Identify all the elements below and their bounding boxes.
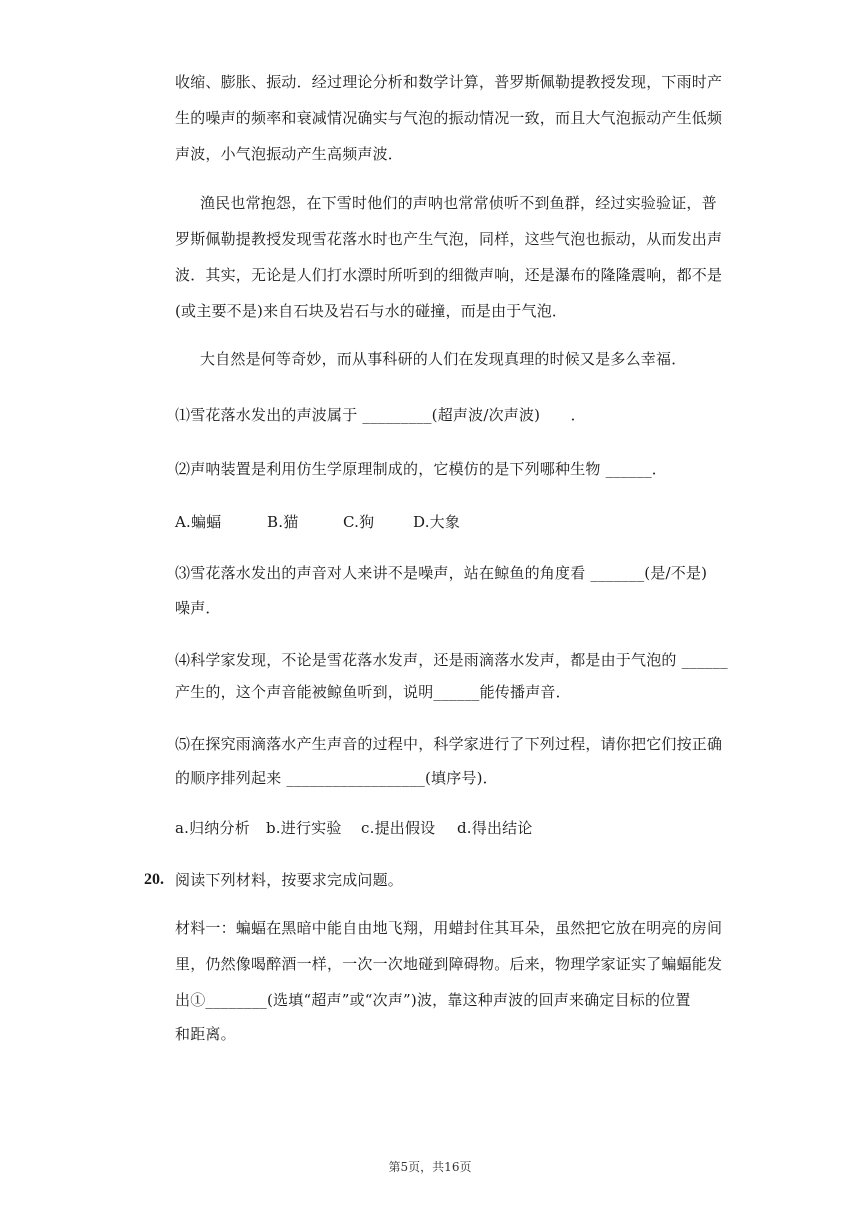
question-5: 的顺序排列起来 __________________(填序号)． bbox=[175, 769, 498, 787]
article-line: 渔民也常抱怨，在下雪时他们的声呐也常常侦听不到鱼群，经过实验验证，普 bbox=[200, 194, 717, 212]
page-footer: 第5页，共16页 bbox=[388, 1160, 472, 1174]
option-c: C.狗 bbox=[343, 513, 375, 531]
question-1: ⑴雪花落水发出的声波属于 _________(超声波/次声波) ． bbox=[175, 406, 586, 424]
material-line: 材料一：蝙蝠在黑暗中能自由地飞翔，用蜡封住其耳朵，虽然把它放在明亮的房间 bbox=[175, 919, 723, 937]
option-b: B.猫 bbox=[267, 513, 299, 531]
article-line: 声波，小气泡振动产生高频声波． bbox=[175, 145, 404, 163]
material-line: 里，仍然像喝醉酒一样，一次一次地碰到障碍物。后来，物理学家证实了蝙蝠能发 bbox=[175, 955, 723, 973]
option-d: d.得出结论 bbox=[457, 819, 533, 837]
article-line: 罗斯佩勒提教授发现雪花落水时也产生气泡，同样，这些气泡也振动，从而发出声 bbox=[175, 230, 723, 248]
material-line: 和距离。 bbox=[175, 1025, 236, 1043]
question-2: ⑵声呐装置是利用仿生学原理制成的，它模仿的是下列哪种生物 ______． bbox=[175, 460, 667, 478]
question-number: 20. bbox=[144, 871, 164, 888]
question-3: 噪声． bbox=[175, 599, 221, 617]
article-line: 波．其实，无论是人们打水漂时所听到的细微声响，还是瀑布的隆隆震响，都不是 bbox=[175, 266, 723, 284]
option-c: c.提出假设 bbox=[361, 819, 436, 837]
article-line: (或主要不是)来自石块及岩石与水的碰撞，而是由于气泡． bbox=[175, 302, 568, 320]
material-line: 出①________(选填“超声”或“次声”)波，靠这种声波的回声来确定目标的位置 bbox=[175, 991, 691, 1009]
article-line: 收缩、膨胀、振动．经过理论分析和数学计算，普罗斯佩勒提教授发现，下雨时产 bbox=[175, 73, 723, 91]
question-5: ⑸在探究雨滴落水产生声音的过程中，科学家进行了下列过程，请你把它们按正确 bbox=[175, 735, 723, 753]
article-line: 大自然是何等奇妙，而从事科研的人们在发现真理的时候又是多么幸福． bbox=[200, 350, 687, 368]
question-20-intro: 阅读下列材料，按要求完成问题。 bbox=[175, 871, 404, 889]
question-4: ⑷科学家发现，不论是雪花落水发声，还是雨滴落水发声，都是由于气泡的 ______ bbox=[175, 651, 728, 669]
question-3: ⑶雪花落水发出的声音对人来讲不是噪声，站在鲸鱼的角度看 _______(是/不是) bbox=[175, 564, 708, 582]
option-a: a.归纳分析 bbox=[175, 819, 250, 837]
article-line: 生的噪声的频率和衰减情况确实与气泡的振动情况一致，而且大气泡振动产生低频 bbox=[175, 109, 723, 127]
option-a: A.蝙蝠 bbox=[175, 513, 222, 531]
question-4: 产生的，这个声音能被鲸鱼听到，说明______能传播声音． bbox=[175, 683, 571, 701]
option-b: b.进行实验 bbox=[266, 819, 342, 837]
option-d: D.大象 bbox=[413, 513, 461, 531]
